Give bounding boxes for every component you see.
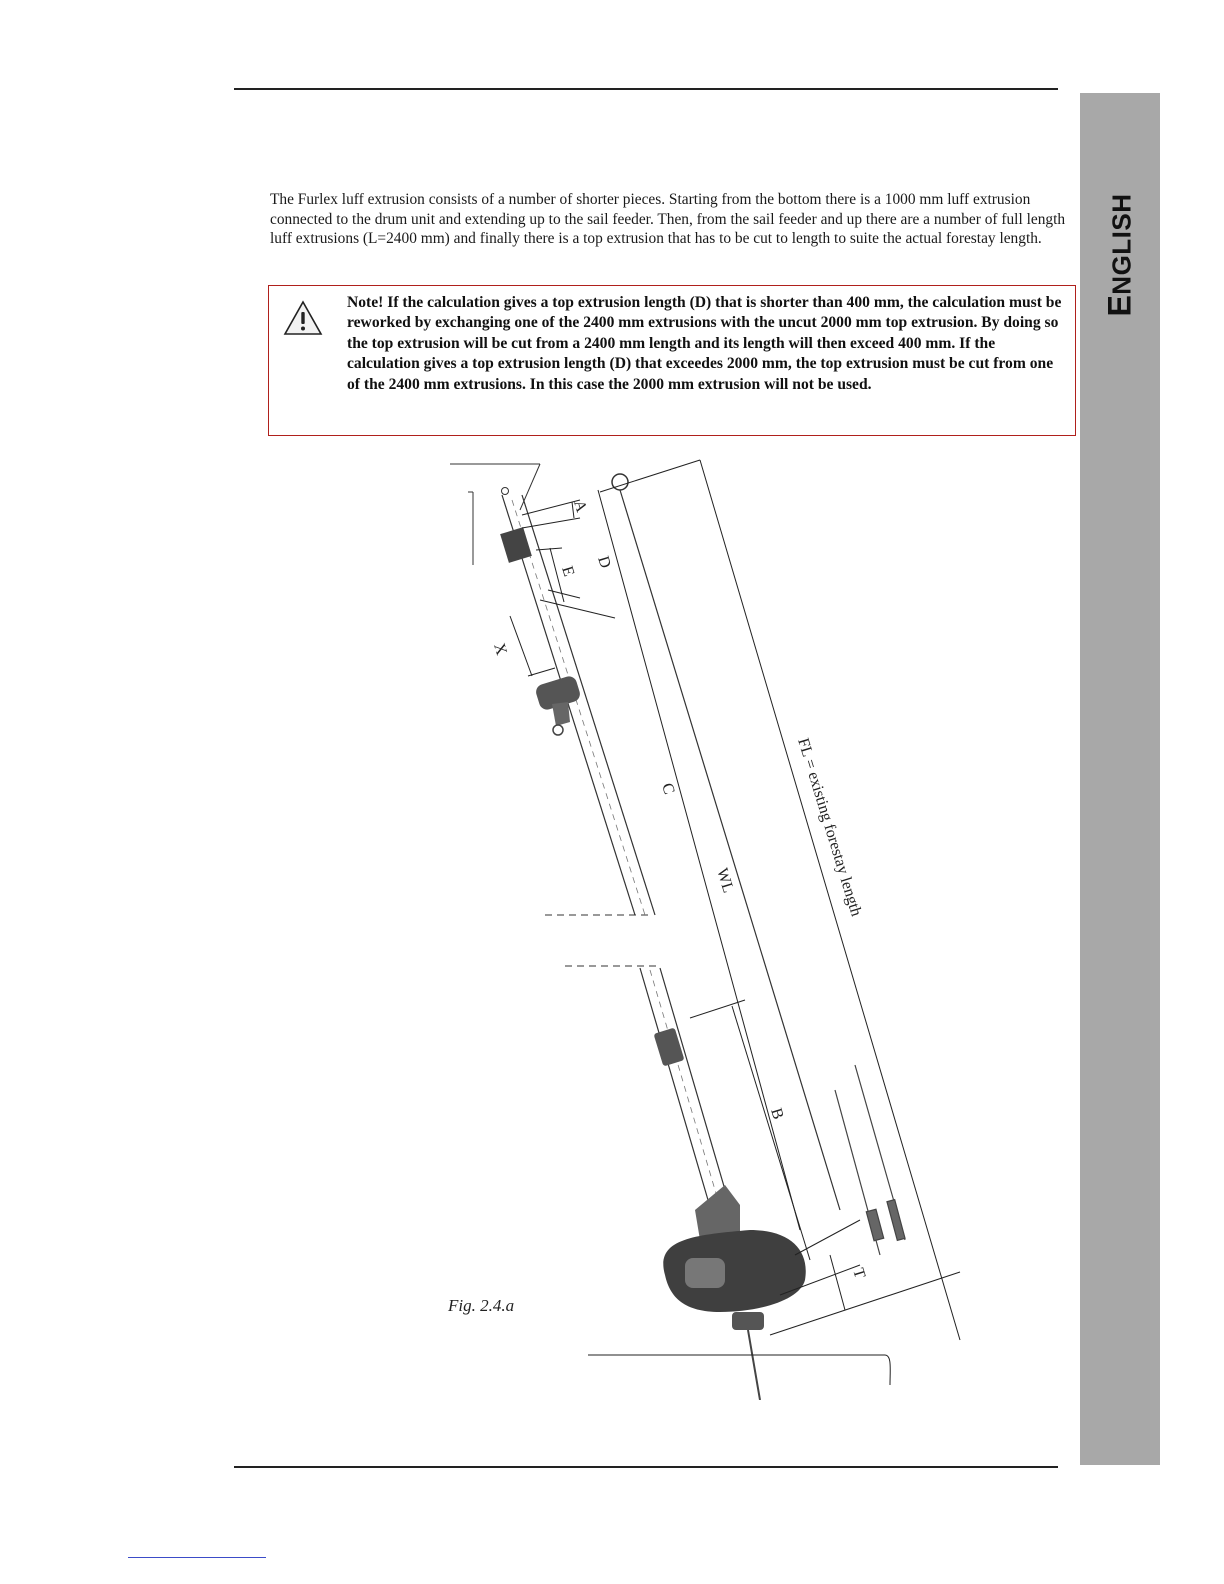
label-X: X xyxy=(490,641,510,658)
head-shackle-pin xyxy=(502,488,509,495)
label-T: T xyxy=(849,1266,869,1281)
sail-feeder xyxy=(654,1028,685,1067)
header-rule xyxy=(234,88,1058,90)
label-FL: FL = existing forestay length xyxy=(794,736,865,919)
top-swivel xyxy=(500,527,532,563)
forestay-wire xyxy=(620,490,840,1210)
footer-link-underline[interactable] xyxy=(128,1557,266,1558)
warning-note-box xyxy=(268,285,1076,436)
dimension-labels xyxy=(490,498,868,1281)
luff-extrusion-lower xyxy=(640,968,728,1200)
label-D: D xyxy=(594,554,614,571)
label-C: C xyxy=(658,781,678,797)
label-B: B xyxy=(767,1106,787,1122)
luff-extrusion-upper xyxy=(502,495,655,915)
label-WL: WL xyxy=(713,866,737,895)
warning-triangle-icon xyxy=(283,300,323,336)
figure-caption: Fig. 2.4.a xyxy=(448,1296,515,1315)
intro-paragraph: The Furlex luff extrusion consists of a number of shorter pieces. Starting from the bottom there is a 1000 mm luff extrusion connected to the drum unit and extending up to the sail feeder. Then, from the sail feeder and up there are a number of full length luff extrusions (L=2400 mm) and finally there is a top extrusion that has to be cut to length to suite the actual forestay length. xyxy=(270,191,1066,247)
label-A: A xyxy=(570,498,590,515)
label-E: E xyxy=(558,564,578,579)
footer-rule xyxy=(234,1466,1058,1468)
furlex-extrusion-diagram xyxy=(440,440,980,1400)
loose-terminal-parts xyxy=(835,1065,905,1255)
furling-drum-unit xyxy=(663,1185,805,1400)
language-tab-label: ENGLISH xyxy=(1101,193,1138,317)
warning-note-text: Note! If the calculation gives a top extrusion length (D) that is shorter than 400 mm, the calculation must be reworked by exchanging one of the 2400 mm extrusions with the uncut 2000 mm top extrusion. By doing so the top extrusion will be cut from a 2400 mm length and its length will then exceed 400 mm. If the calculation gives a top extrusion length (D) that exceedes 2000 mm, the top extrusion must be cut from one of the 2400 mm extrusions. In this case the 2000 mm extrusion will not be used. xyxy=(347,294,1062,393)
